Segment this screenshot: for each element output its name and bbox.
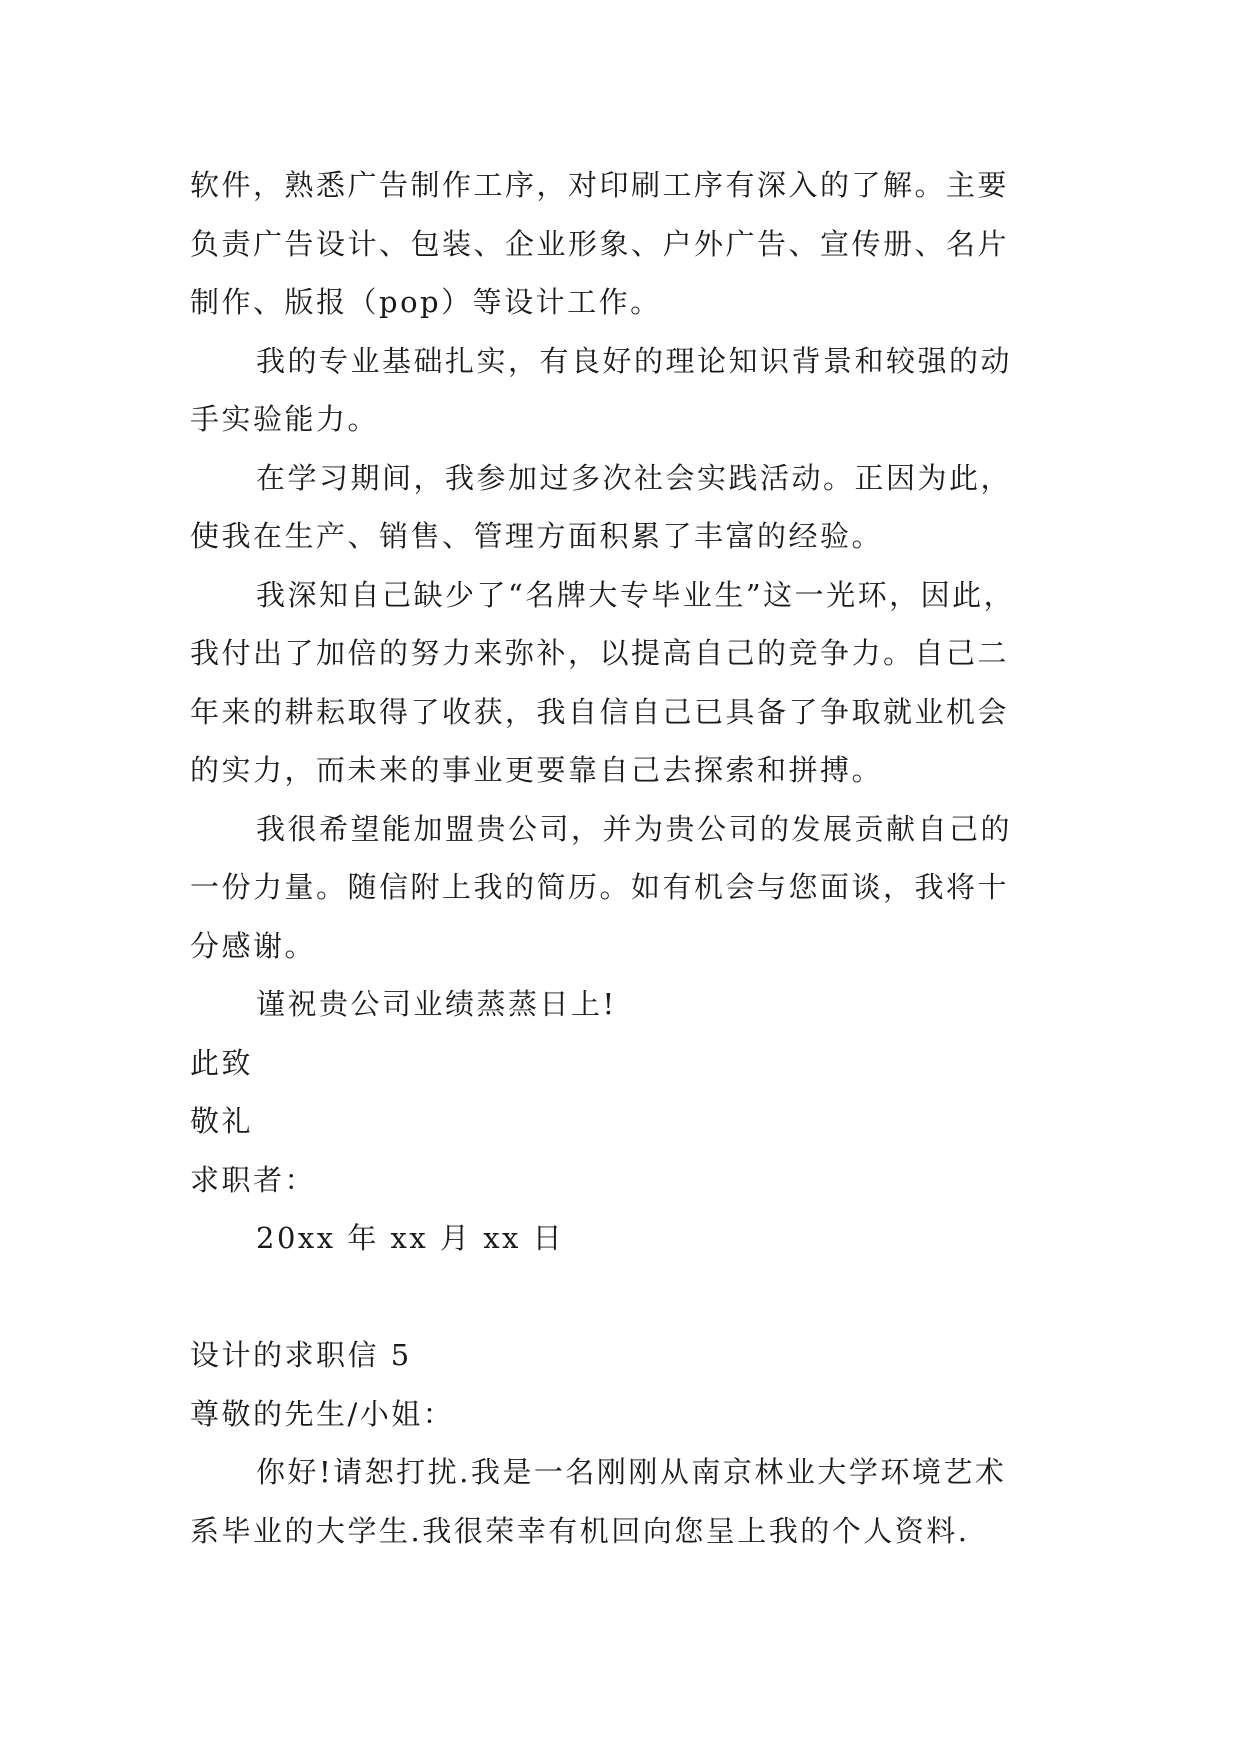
paragraph-line: 分感谢。 bbox=[190, 929, 317, 963]
paragraph-line: 我付出了加倍的努力来弥补，以提高自己的竞争力。自己二 bbox=[190, 636, 1010, 670]
letter-greeting: 尊敬的先生/小姐： bbox=[190, 1397, 455, 1431]
paragraph-line: 制作、版报（pop）等设计工作。 bbox=[190, 285, 662, 319]
paragraph-line: 年来的耕耘取得了收获，我自信自己已具备了争取就业机会 bbox=[190, 695, 1010, 729]
letter-date: 20xx 年 xx 月 xx 日 bbox=[256, 1221, 565, 1255]
paragraph-line: 我的专业基础扎实，有良好的理论知识背景和较强的动 bbox=[256, 344, 1013, 378]
paragraph-line: 我很希望能加盟贵公司，并为贵公司的发展贡献自己的 bbox=[256, 812, 1013, 846]
closing-salutation: 此致 bbox=[190, 1046, 254, 1080]
paragraph-line: 你好!请恕打扰.我是一名刚刚从南京林业大学环境艺术 bbox=[256, 1455, 1007, 1489]
paragraph-line: 在学习期间，我参加过多次社会实践活动。正因为此， bbox=[256, 461, 1013, 495]
paragraph-line: 我深知自己缺少了“名牌大专毕业生”这一光环，因此， bbox=[256, 578, 1016, 612]
paragraph-line: 的实力，而未来的事业更要靠自己去探索和拼搏。 bbox=[190, 753, 884, 787]
paragraph-line: 软件，熟悉广告制作工序，对印刷工序有深入的了解。主要 bbox=[190, 168, 1010, 202]
closing-salutation-respect: 敬礼 bbox=[190, 1104, 254, 1138]
closing-wish: 谨祝贵公司业绩蒸蒸日上! bbox=[256, 987, 617, 1021]
paragraph-line: 使我在生产、销售、管理方面积累了丰富的经验。 bbox=[190, 519, 884, 553]
paragraph-line: 一份力量。随信附上我的简历。如有机会与您面谈，我将十 bbox=[190, 870, 1010, 904]
paragraph-line: 手实验能力。 bbox=[190, 402, 380, 436]
paragraph-line: 负责广告设计、包装、企业形象、户外广告、宣传册、名片 bbox=[190, 227, 1010, 261]
paragraph-line: 系毕业的大学生.我很荣幸有机回向您呈上我的个人资料. bbox=[190, 1514, 970, 1548]
section-title: 设计的求职信 5 bbox=[190, 1338, 412, 1372]
signer-label: 求职者： bbox=[190, 1163, 317, 1197]
